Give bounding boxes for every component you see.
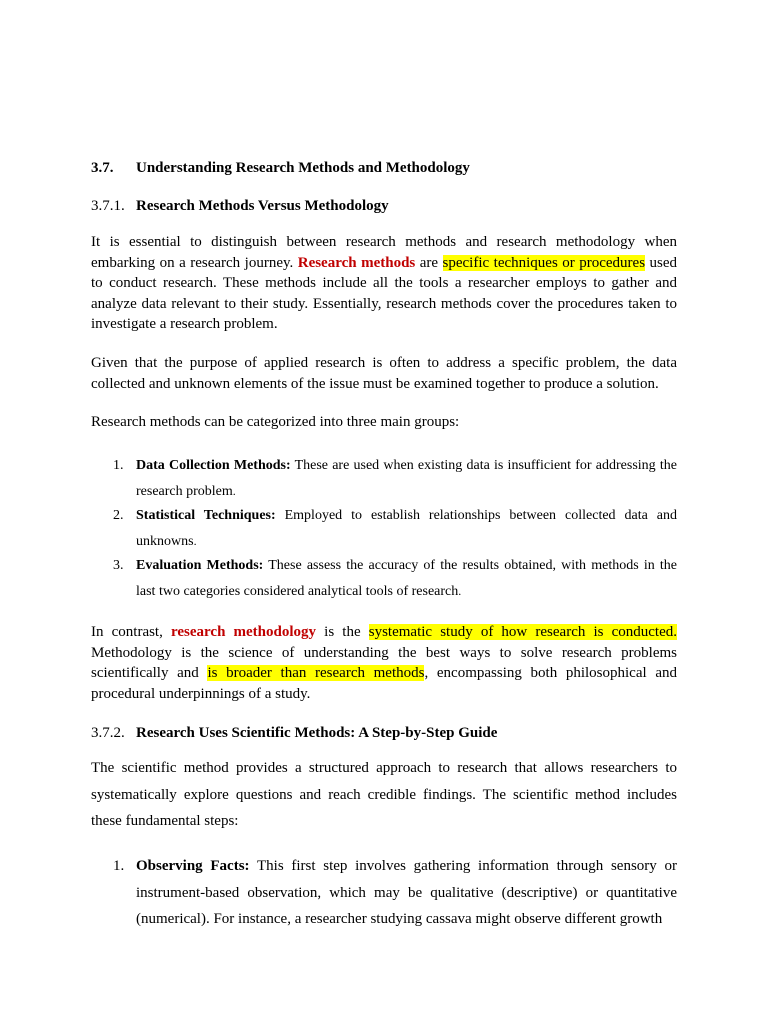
method-groups-list bbox=[91, 454, 677, 604]
paragraph-categories-intro: Research methods can be categorized into three main groups: bbox=[91, 414, 460, 430]
term-research-methods: Research methods bbox=[297, 254, 416, 271]
list-item bbox=[91, 504, 677, 554]
list-item-text: This first step involves gathering information through sensory or instrument-based observation, which may be qualitative (descriptive) or quantitative (numerical). For instance, a researcher studying cassava might observe different growth bbox=[136, 858, 677, 927]
subsection-title: Research Methods Versus Methodology bbox=[136, 198, 389, 214]
list-item-text: These are used when existing data is insufficient for addressing the research problem bbox=[136, 458, 677, 499]
list-item-end: . bbox=[458, 583, 462, 598]
list-item-text: These assess the accuracy of the results obtained, with methods in the last two categories considered analytical tools of research bbox=[136, 558, 677, 599]
list-number: 2. bbox=[113, 508, 124, 523]
text-run: are bbox=[415, 254, 443, 271]
text-run: Methodology is the science of understanding the best ways to solve research problems scientifically and bbox=[91, 644, 677, 681]
list-item-label: Data Collection Methods: bbox=[136, 458, 291, 473]
list-item-label: Observing Facts: bbox=[136, 858, 250, 874]
section-heading bbox=[91, 159, 470, 177]
paragraph-methodology-definition bbox=[91, 622, 677, 704]
list-item-label: Statistical Techniques: bbox=[136, 508, 276, 523]
paragraph-methods-definition bbox=[91, 232, 677, 335]
list-item-end: . bbox=[193, 533, 197, 548]
list-number: 1. bbox=[113, 858, 125, 874]
list-item bbox=[91, 454, 677, 504]
list-number: 1. bbox=[113, 458, 124, 473]
text-run: In contrast, bbox=[91, 624, 171, 640]
list-number: 3. bbox=[113, 558, 124, 573]
scientific-steps-list bbox=[91, 853, 677, 933]
subsection-number: 3.7.2. bbox=[91, 725, 125, 741]
highlighted-phrase: specific techniques or procedures bbox=[442, 254, 646, 271]
section-number: 3.7. bbox=[91, 160, 114, 176]
text-run: It is essential to distinguish between research methods and research methodology when embarking on a research journey. bbox=[91, 234, 677, 271]
highlighted-phrase: systematic study of how research is conducted. bbox=[368, 624, 677, 640]
highlighted-phrase: is broader than research methods bbox=[207, 665, 425, 681]
subsection-number: 3.7.1. bbox=[91, 198, 125, 214]
list-item bbox=[91, 554, 677, 604]
text-run: , encompassing both philosophical and procedural underpinnings of a study. bbox=[91, 665, 677, 702]
list-item-end: . bbox=[232, 483, 236, 498]
subsection-heading-1 bbox=[91, 197, 389, 215]
section-title: Understanding Research Methods and Methodology bbox=[136, 160, 470, 176]
text-run: used to conduct research. These methods include all the tools a researcher employs to gather and analyze data relevant to their study. Essentially, research methods cover the procedures taken to investigate a research problem. bbox=[91, 254, 678, 332]
text-run: is the bbox=[316, 624, 369, 640]
term-research-methodology: research methodology bbox=[170, 624, 317, 640]
paragraph-scientific-method: The scientific method provides a structured approach to research that allows researchers to systematically explore questions and reach credible findings. The scientific method includes these fundamental steps: bbox=[91, 760, 677, 829]
subsection-title: Research Uses Scientific Methods: A Step-by-Step Guide bbox=[136, 725, 498, 741]
subsection-heading-2 bbox=[91, 724, 497, 742]
list-item bbox=[91, 853, 677, 933]
list-item-label: Evaluation Methods: bbox=[136, 558, 264, 573]
paragraph-applied-research: Given that the purpose of applied research is often to address a specific problem, the data collected and unknown elements of the issue must be examined together to produce a solution. bbox=[91, 355, 677, 392]
list-item-text: Employed to establish relationships between collected data and unknowns bbox=[136, 508, 677, 549]
